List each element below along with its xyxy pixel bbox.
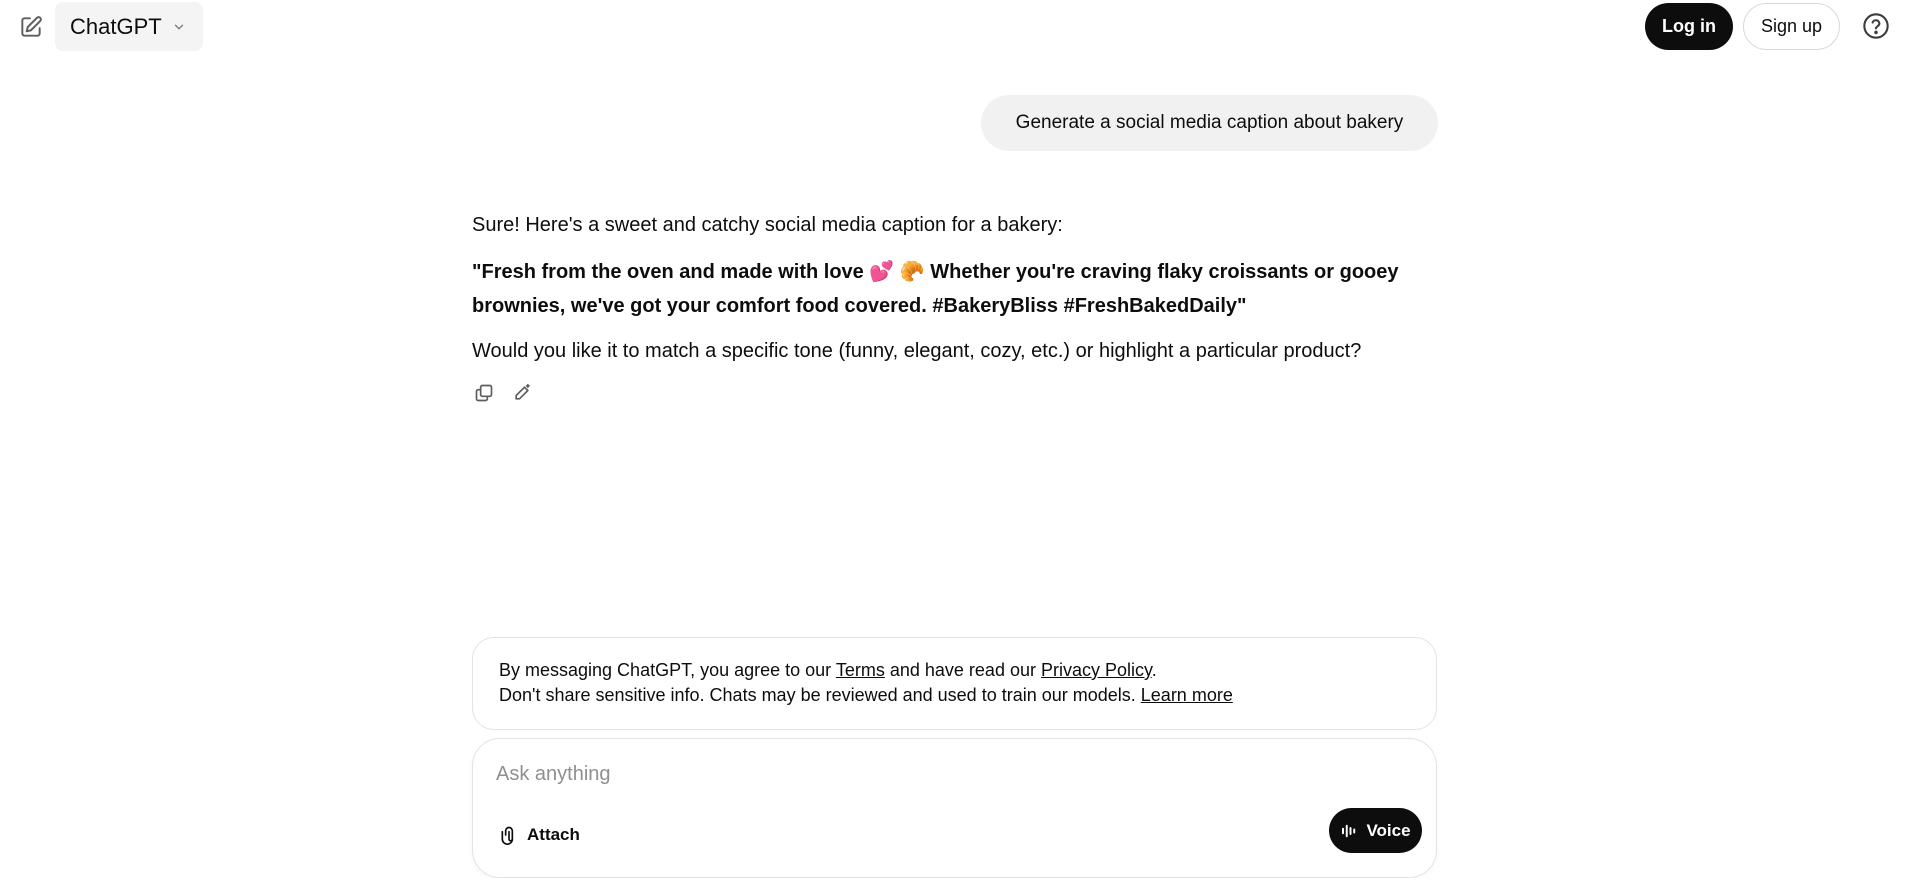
chevron-down-icon [172,20,186,34]
edit-in-canvas-icon [512,383,532,403]
disclaimer-line-1 [499,658,1411,683]
composer [472,738,1437,878]
privacy-policy-link[interactable]: Privacy Policy [1040,660,1152,680]
login-button[interactable]: Log in [1645,3,1733,50]
disclaimer-card [472,637,1437,730]
attach-button[interactable] [499,818,580,852]
caption-suffix: Whether you're craving flaky croissants or gooey brownies, we've got your comfort food covered. #BakeryBliss #FreshBakedDaily" [472,261,1399,317]
new-chat-button[interactable] [14,10,48,44]
disclaimer-text: By messaging ChatGPT, you agree to our [499,660,836,680]
caption-prefix: "Fresh from the oven and made with love [472,261,864,283]
voice-button[interactable] [1329,808,1422,853]
copy-icon [474,383,494,403]
disclaimer-line-2 [499,683,1411,708]
croissant-emoji: 🥐 [899,259,925,283]
waveform-icon [1340,822,1358,840]
copy-button[interactable] [472,381,496,405]
signup-button[interactable]: Sign up [1743,3,1840,50]
message-actions [472,381,534,405]
assistant-intro: Sure! Here's a sweet and catchy social media caption for a bakery: [472,214,1063,236]
help-button[interactable] [1861,11,1891,41]
edit-icon [18,14,44,40]
model-name: ChatGPT [70,13,162,39]
prompt-input[interactable] [496,763,1396,786]
terms-link[interactable]: Terms [835,660,885,680]
voice-label: Voice [1366,820,1411,840]
hearts-emoji: 💕 [869,259,895,283]
assistant-caption [472,254,1442,323]
attach-label: Attach [527,825,580,844]
model-selector[interactable] [55,2,203,51]
edit-in-canvas-button[interactable] [510,381,534,405]
assistant-followup: Would you like it to match a specific tone (funny, elegant, cozy, etc.) or highlight a particular product? [472,340,1362,362]
help-circle-icon [1862,12,1890,40]
disclaimer-text: Don't share sensitive info. Chats may be reviewed and used to train our models. [499,685,1141,705]
paperclip-icon [499,825,519,845]
disclaimer-text: . [1151,660,1157,680]
learn-more-link[interactable]: Learn more [1140,685,1233,705]
top-bar [0,0,1908,54]
user-message: Generate a social media caption about bakery [981,95,1438,151]
disclaimer-text: and have read our [884,660,1041,680]
assistant-message [472,208,1442,368]
